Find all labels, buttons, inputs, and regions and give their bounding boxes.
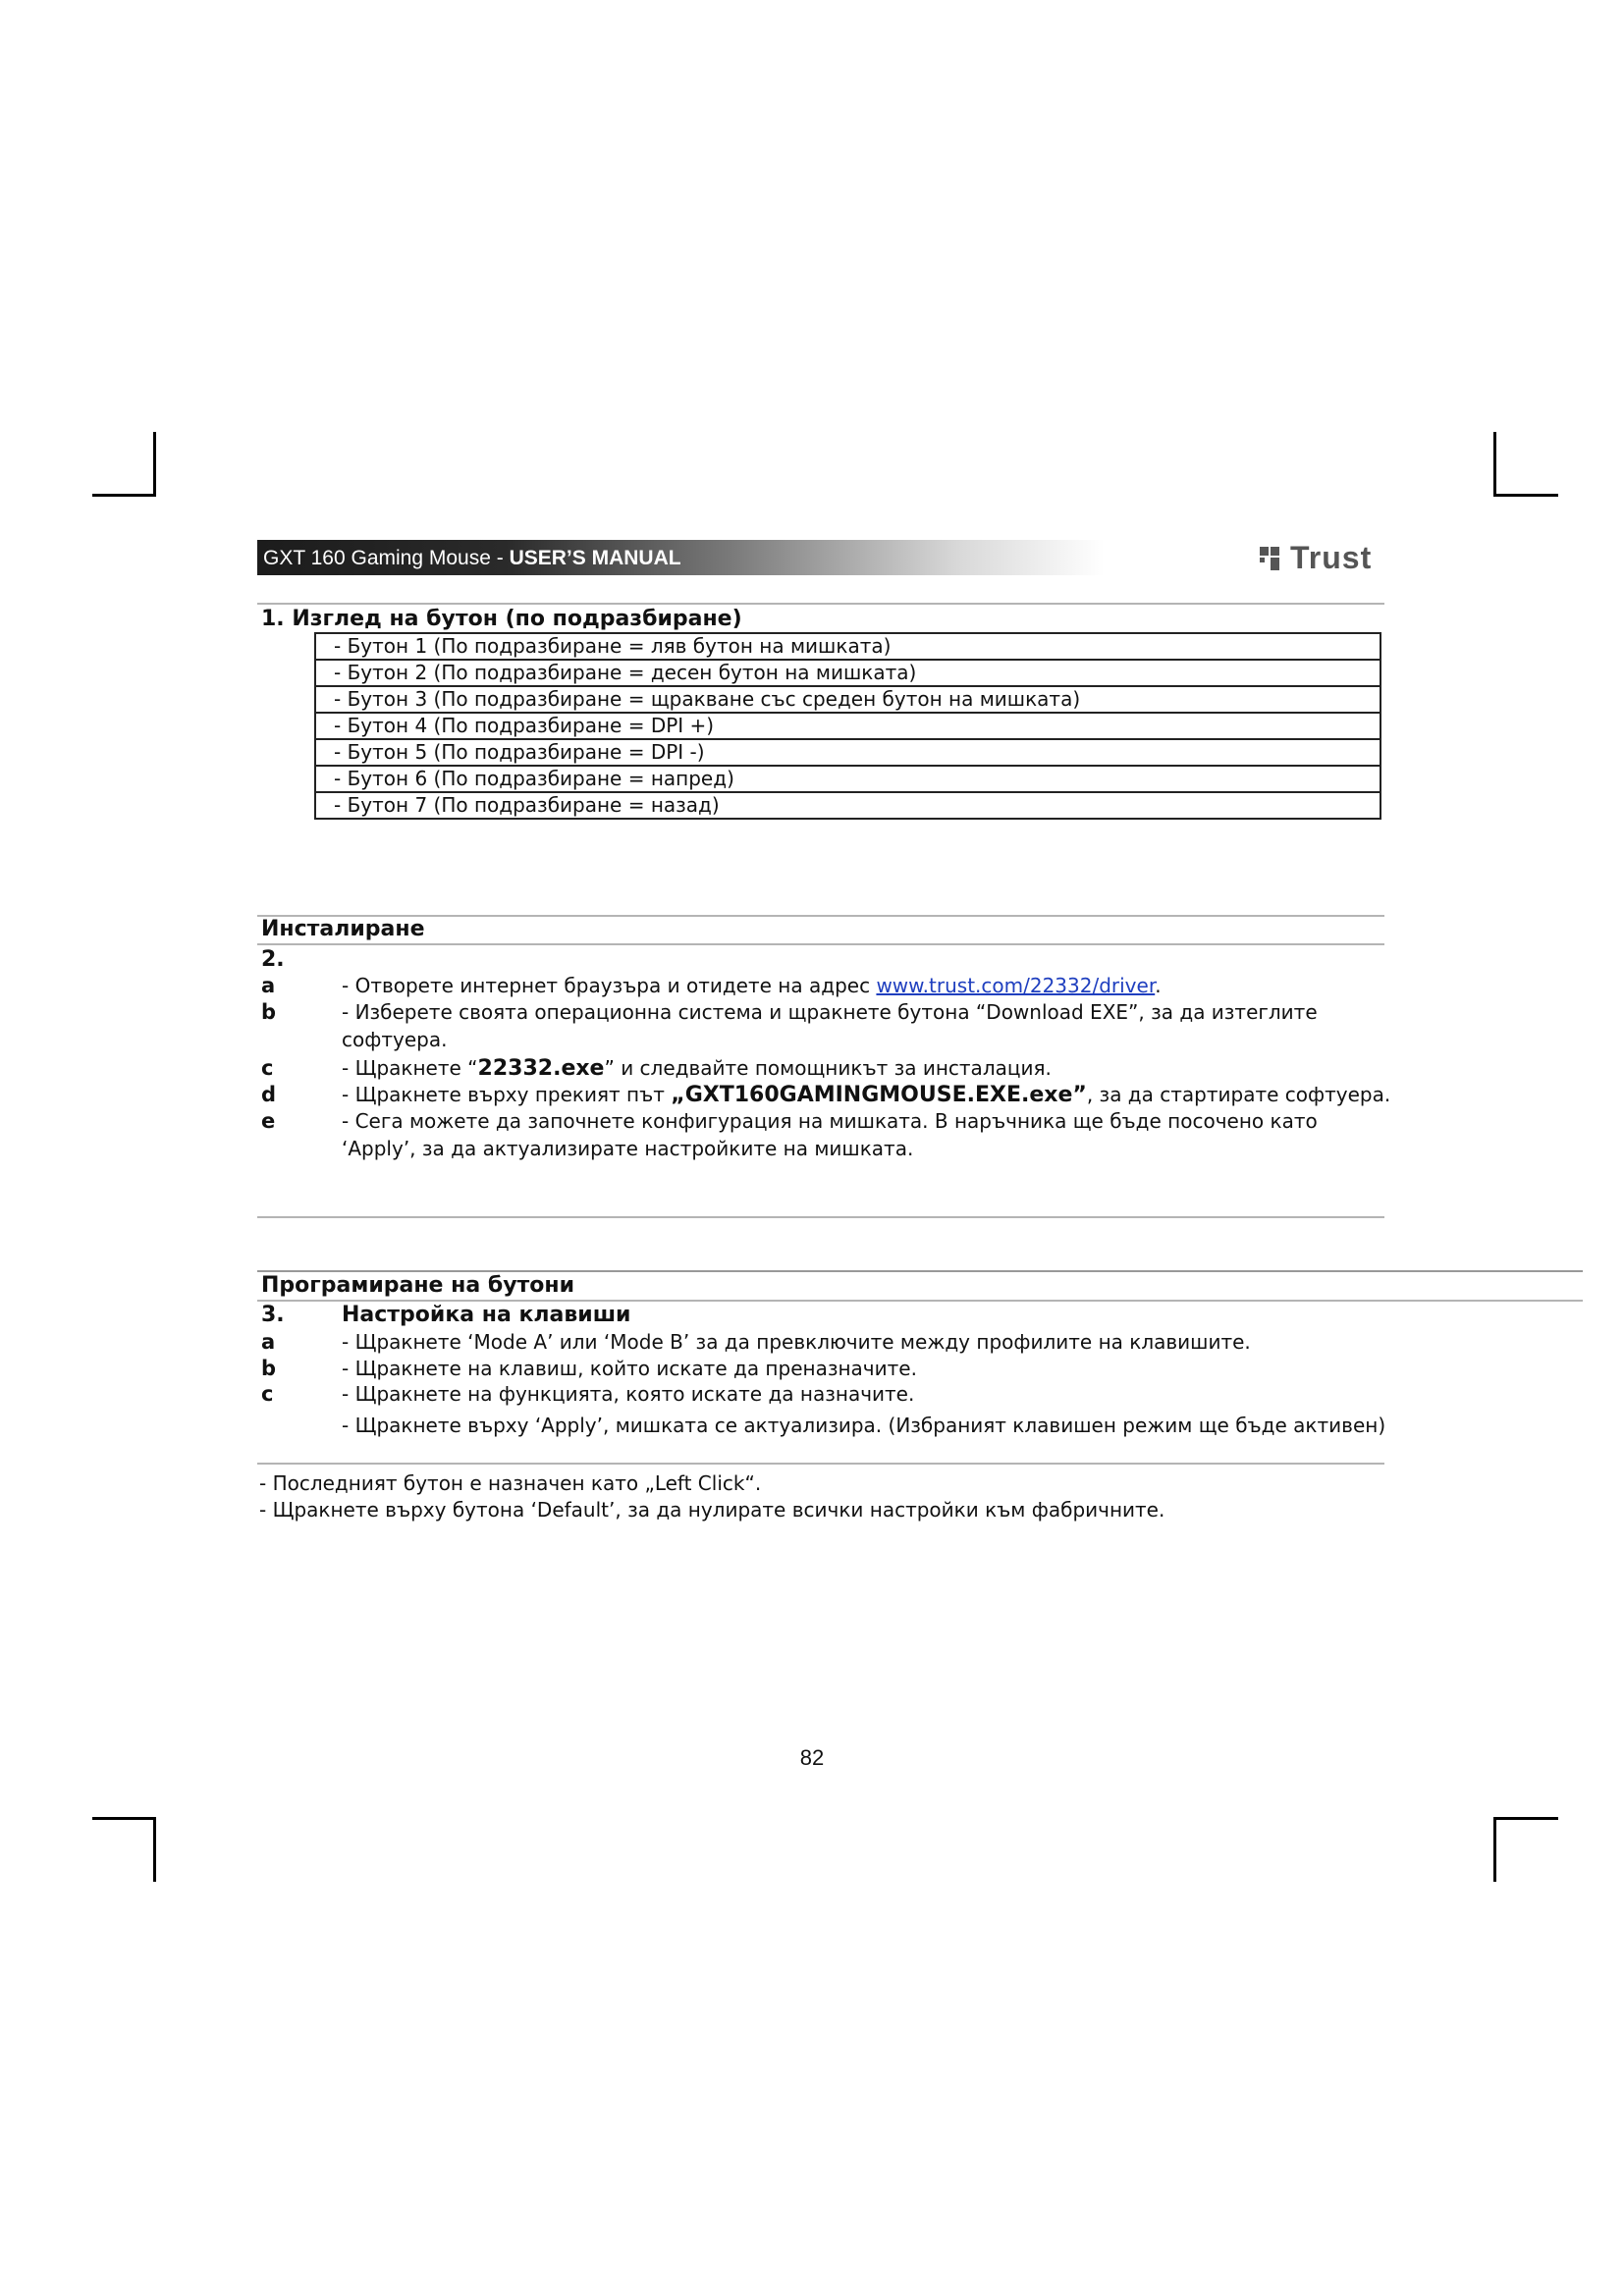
trust-logo-text: Trust	[1290, 540, 1373, 575]
crop-mark-bottom-left-h	[92, 1817, 156, 1820]
table-row	[315, 686, 1380, 713]
manual-title-suffix: USER’S MANUAL	[509, 547, 681, 569]
step-text-pre: - Отворете интернет браузъра и отидете на адрес	[342, 974, 877, 997]
crop-mark-top-right-h	[1493, 494, 1558, 497]
table-row	[315, 739, 1380, 766]
install-step-c	[261, 1054, 1052, 1083]
section2-heading-rule	[257, 943, 1384, 945]
section1-top-rule	[257, 603, 1384, 605]
step-letter: c	[261, 1382, 274, 1406]
shortcut-filename: „GXT160GAMINGMOUSE.EXE.exe”	[671, 1083, 1087, 1107]
table-row	[315, 792, 1380, 819]
installer-filename: 22332.exe	[477, 1056, 605, 1081]
step-text-line2: ‘Apply’, за да актуализирате настройките на мишката.	[342, 1137, 914, 1160]
page-number: 82	[799, 1745, 825, 1770]
step-text: - Щракнете на функцията, която искате да назначите.	[342, 1382, 915, 1406]
step-letter: b	[261, 1357, 277, 1380]
table-cell: - Бутон 7 (По подразбиране = назад)	[315, 792, 1380, 819]
step-text-post: , за да стартирате софтуера.	[1086, 1083, 1391, 1106]
step-text: - Щракнете на клавиш, който искате да преназначите.	[342, 1357, 917, 1380]
table-cell: - Бутон 3 (По подразбиране = щракване със среден бутон на мишката)	[315, 686, 1380, 713]
table-cell: - Бутон 5 (По подразбиране = DPI -)	[315, 739, 1380, 766]
section2-number: 2.	[261, 947, 285, 972]
step-letter: e	[261, 1109, 276, 1133]
table-row	[315, 713, 1380, 739]
table-row	[315, 660, 1380, 686]
driver-download-link[interactable]: www.trust.com/22332/driver	[876, 974, 1156, 997]
manual-title-product: GXT 160 Gaming Mouse -	[263, 547, 510, 569]
keys-step-b	[261, 1355, 917, 1382]
button-layout-table	[314, 632, 1381, 820]
install-step-e	[261, 1107, 1318, 1162]
step-letter: a	[261, 1330, 276, 1354]
crop-mark-top-left-h	[92, 494, 156, 497]
crop-mark-bottom-right-v	[1493, 1817, 1496, 1882]
section3-notes-rule	[257, 1463, 1384, 1465]
table-row	[315, 633, 1380, 660]
step-text-post: .	[1155, 974, 1162, 997]
keys-step-a	[261, 1328, 1251, 1356]
section2-heading: Инсталиране	[261, 917, 425, 941]
step-text	[342, 1107, 1318, 1162]
install-step-d	[261, 1081, 1390, 1109]
install-step-a	[261, 972, 1162, 999]
step-text-pre: - Щракнете “	[342, 1056, 478, 1080]
step-text	[342, 1081, 1390, 1109]
step-text	[342, 998, 1318, 1053]
table-cell: - Бутон 6 (По подразбиране = напред)	[315, 766, 1380, 792]
section2-bottom-rule	[257, 1216, 1384, 1218]
trust-logo-mark-icon	[1259, 543, 1288, 572]
table-row	[315, 766, 1380, 792]
section3-number: 3.	[261, 1303, 285, 1327]
crop-mark-top-left-v	[153, 432, 156, 497]
section3-heading: Програмиране на бутони	[261, 1273, 575, 1298]
table-cell: - Бутон 2 (По подразбиране = десен бутон на мишката)	[315, 660, 1380, 686]
step-text-line1: - Сега можете да започнете конфигурация на мишката. В наръчника ще бъде посочено като	[342, 1109, 1318, 1133]
step-text: - Щракнете ‘Mode A’ или ‘Mode B’ за да превключите между профилите на клавишите.	[342, 1330, 1251, 1354]
install-step-b	[261, 998, 1318, 1053]
step-letter: d	[261, 1083, 277, 1106]
trust-logo	[1259, 538, 1372, 577]
step-text-line1: - Изберете своята операционна система и щракнете бутона “Download EXE”, за да изтеглите	[342, 1000, 1318, 1024]
section3-subheading: Настройка на клавиши	[342, 1303, 631, 1327]
manual-title	[263, 546, 681, 571]
step-letter: b	[261, 1000, 277, 1024]
step-text-pre: - Щракнете върху прекият път	[342, 1083, 672, 1106]
crop-mark-top-right-v	[1493, 432, 1496, 497]
section1-heading: 1. Изглед на бутон (по подразбиране)	[261, 607, 742, 631]
step-text	[342, 972, 1162, 999]
table-cell: - Бутон 1 (По подразбиране = ляв бутон на мишката)	[315, 633, 1380, 660]
keys-step-c	[261, 1380, 914, 1408]
crop-mark-bottom-right-h	[1493, 1817, 1558, 1820]
note-default-reset: - Щракнете върху бутона ‘Default’, за да нулирате всички настройки към фабричните.	[259, 1498, 1165, 1522]
section2-top-rule	[257, 915, 1384, 917]
step-letter: a	[261, 974, 276, 997]
crop-mark-bottom-left-v	[153, 1817, 156, 1882]
step-text-post: ” и следвайте помощникът за инсталация.	[604, 1056, 1052, 1080]
step-letter: c	[261, 1056, 274, 1080]
note-last-button: - Последният бутон е назначен като „Left Click“.	[259, 1471, 762, 1495]
table-cell: - Бутон 4 (По подразбиране = DPI +)	[315, 713, 1380, 739]
step-text	[342, 1054, 1052, 1083]
keys-step-apply: - Щракнете върху ‘Apply’, мишката се актуализира. (Избраният клавишен режим ще бъде активен)	[342, 1414, 1386, 1437]
step-text-line2: софтуера.	[342, 1028, 448, 1051]
